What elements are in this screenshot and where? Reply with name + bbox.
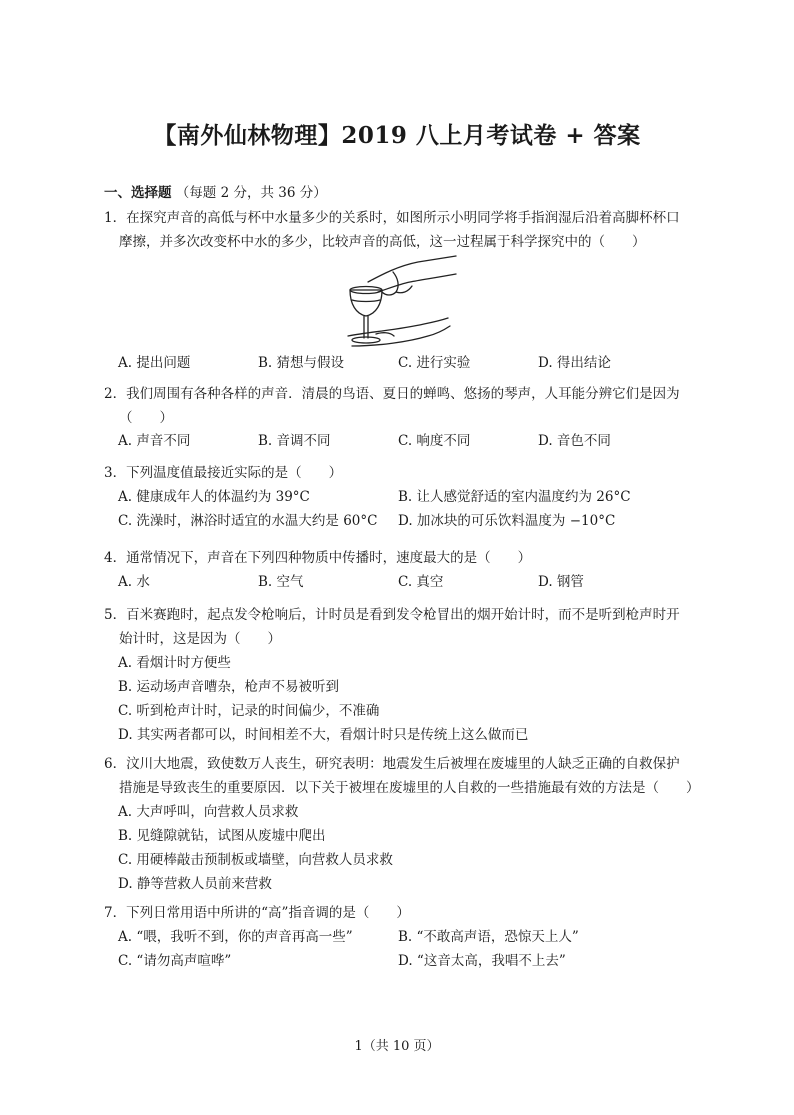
question-stem-line: 1．在探究声音的高低与杯中水量多少的关系时，如图所示小明同学将手指润湿后沿着高脚杯杯口	[104, 210, 680, 226]
option-d[interactable]: D. “这音太高，我唱不上去”	[398, 953, 566, 969]
option-c[interactable]: C. 洗澡时，淋浴时适宜的水温大约是 60°C	[118, 513, 378, 529]
option-b[interactable]: B. 让人感觉舒适的室内温度约为 26°C	[398, 489, 631, 505]
hand-outline	[368, 256, 456, 282]
question-stem-line: 6．汶川大地震，致使数万人丧生，研究表明：地震发生后被埋在废墟里的人缺乏正确的自救保护	[104, 756, 680, 772]
option-b[interactable]: B. 见缝隙就钻，试图从废墟中爬出	[118, 828, 326, 844]
option-b[interactable]: B. 猜想与假设	[258, 355, 345, 371]
lower-hand-thumb	[376, 333, 394, 336]
question-2-stem	[104, 382, 704, 430]
question-3-options-row-2	[118, 509, 718, 533]
section-title: 一、选择题	[104, 185, 172, 201]
section-note: （每题 2 分，共 36 分）	[175, 185, 327, 201]
question-7-stem	[104, 901, 704, 925]
question-2-options	[118, 429, 718, 453]
option-b[interactable]: B. 空气	[258, 574, 304, 590]
question-stem-line: 2．我们周围有各种各样的声音．清晨的鸟语、夏日的蝉鸣、悠扬的琴声，人耳能分辨它们是因为	[104, 386, 680, 402]
option-b[interactable]: B. 音调不同	[258, 433, 331, 449]
question-stem-line: 4．通常情况下，声音在下列四种物质中传播时，速度最大的是（ ）	[104, 550, 532, 566]
question-6-stem	[104, 752, 704, 800]
question-7-options-row-1	[118, 925, 718, 949]
lower-hand-outline	[348, 318, 448, 336]
option-d[interactable]: D. 得出结论	[538, 355, 611, 371]
option-c[interactable]: C. 真空	[398, 574, 444, 590]
option-a[interactable]: A. 声音不同	[118, 433, 191, 449]
question-stem-line: 5．百米赛跑时，起点发令枪响后，计时员是看到发令枪冒出的烟开始计时，而不是听到枪声时开	[104, 607, 680, 623]
option-d[interactable]: D. 其实两者都可以，时间相差不大，看烟计时只是传统上这么做而已	[118, 727, 529, 743]
option-a[interactable]: A. 水	[118, 574, 150, 590]
hand-outline	[378, 274, 456, 292]
option-d[interactable]: D. 静等营救人员前来营救	[118, 876, 272, 892]
question-4-stem	[104, 546, 704, 570]
option-a[interactable]: A. 提出问题	[118, 355, 191, 371]
option-c[interactable]: C. 听到枪声计时，记录的时间偏少，不准确	[118, 703, 380, 719]
option-c[interactable]: C. 进行实验	[398, 355, 471, 371]
option-d[interactable]: D. 加冰块的可乐饮料温度为 −10°C	[398, 513, 616, 529]
page-title: 【南外仙林物理】2019 八上月考试卷 + 答案	[153, 122, 641, 149]
option-a[interactable]: A. 看烟计时方便些	[118, 655, 231, 671]
glass-base	[352, 337, 380, 343]
option-c[interactable]: C. 用硬棒敲击预制板或墙壁，向营救人员求救	[118, 852, 393, 868]
question-4-options	[118, 570, 718, 594]
wine-glass-figure	[338, 252, 458, 352]
option-a[interactable]: A. 健康成年人的体温约为 39°C	[118, 489, 310, 505]
glass-stem	[364, 316, 368, 338]
question-7-options-row-2	[118, 949, 718, 973]
option-a[interactable]: A. “喂，我听不到，你的声音再高一些”	[118, 929, 353, 945]
option-d[interactable]: D. 钢管	[538, 574, 584, 590]
question-stem-line: 摩擦，并多次改变杯中水的多少，比较声音的高低，这一过程属于科学探究中的（ ）	[119, 234, 646, 250]
question-5-stem	[104, 603, 704, 651]
question-stem-line: 7．下列日常用语中所讲的“高”指音调的是（ ）	[104, 905, 410, 921]
question-1-stem	[104, 206, 704, 254]
water-line	[352, 300, 380, 302]
section-heading	[104, 181, 327, 201]
option-c[interactable]: C. 响度不同	[398, 433, 471, 449]
option-b[interactable]: B. “不敢高声语，恐惊天上人”	[398, 929, 579, 945]
page-number: 1（共 10 页）	[354, 1039, 440, 1054]
question-stem-line: 始计时，这是因为（ ）	[119, 631, 281, 647]
question-3-options-row-1	[118, 485, 718, 509]
option-b[interactable]: B. 运动场声音嘈杂，枪声不易被听到	[118, 679, 340, 695]
question-stem-line: 3．下列温度值最接近实际的是（ ）	[104, 465, 343, 481]
question-stem-line: （ ）	[119, 410, 173, 426]
option-c[interactable]: C. “请勿高声喧哗”	[118, 953, 232, 969]
question-stem-line: 措施是导致丧生的重要原因．以下关于被埋在废墟里的人自救的一些措施最有效的方法是（ ）	[119, 780, 700, 796]
question-1-options	[118, 351, 718, 375]
question-3-stem	[104, 461, 704, 485]
option-a[interactable]: A. 大声呼叫，向营救人员求救	[118, 804, 299, 820]
option-d[interactable]: D. 音色不同	[538, 433, 611, 449]
